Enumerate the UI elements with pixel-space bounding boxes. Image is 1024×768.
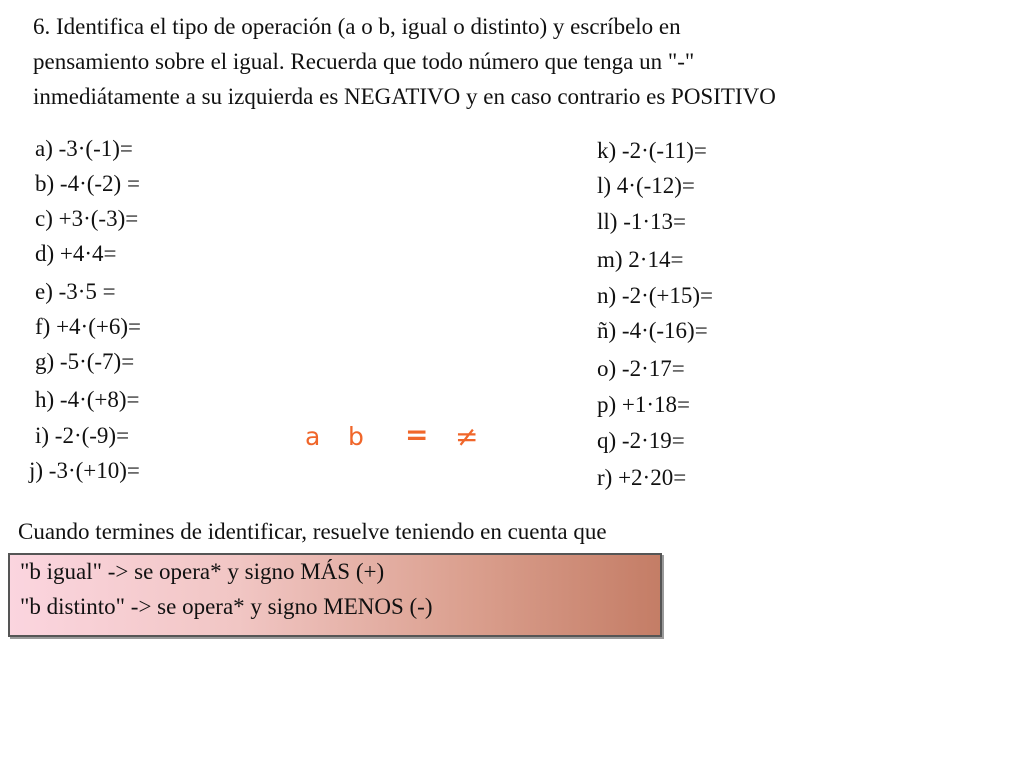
instructions-line-3: inmediátamente a su izquierda es NEGATIVO y en caso contrario es POSITIVO (33, 84, 776, 109)
rule-b-distinto: "b distinto" -> se opera* y signo MENOS (-) (20, 594, 433, 619)
instructions (33, 9, 993, 114)
exercise-h: h) -4·(+8)= (35, 387, 140, 412)
instructions-line-1: 6. Identifica el tipo de operación (a o b, igual o distinto) y escríbelo en (33, 14, 681, 39)
exercise-e: e) -3·5 = (35, 279, 116, 304)
exercise-j: j) -3·(+10)= (29, 458, 140, 483)
exercise-l: l) 4·(-12)= (597, 173, 695, 198)
exercise-a: a) -3·(-1)= (35, 136, 133, 161)
exercise-d: d) +4·4= (35, 241, 117, 266)
exercise-i: i) -2·(-9)= (35, 423, 130, 448)
exercise-f: f) +4·(+6)= (35, 314, 141, 339)
exercise-b: b) -4·(-2) = (35, 171, 140, 196)
exercise-m: m) 2·14= (597, 247, 684, 272)
exercise-g: g) -5·(-7)= (35, 349, 135, 374)
handwritten-not-equal-sign: ≠ (455, 420, 479, 453)
rule-b-igual: "b igual" -> se opera* y signo MÁS (+) (20, 559, 385, 584)
rules-box (8, 553, 662, 637)
exercise-o: o) -2·17= (597, 356, 685, 381)
handwritten-b: b (348, 422, 364, 451)
exercise-n: n) -2·(+15)= (597, 283, 713, 308)
exercise-q: q) -2·19= (597, 428, 685, 453)
exercise-r: r) +2·20= (597, 465, 687, 490)
exercise-ll: ll) -1·13= (597, 209, 686, 234)
exercise-enye: ñ) -4·(-16)= (597, 318, 708, 343)
exercise-c: c) +3·(-3)= (35, 206, 139, 231)
note-text: Cuando termines de identificar, resuelve teniendo en cuenta que (18, 519, 607, 544)
instructions-line-2: pensamiento sobre el igual. Recuerda que todo número que tenga un "-" (33, 49, 695, 74)
exercise-p: p) +1·18= (597, 392, 691, 417)
exercise-k: k) -2·(-11)= (597, 138, 707, 163)
handwritten-equal-sign: = (405, 418, 429, 451)
handwritten-a: a (305, 422, 321, 451)
